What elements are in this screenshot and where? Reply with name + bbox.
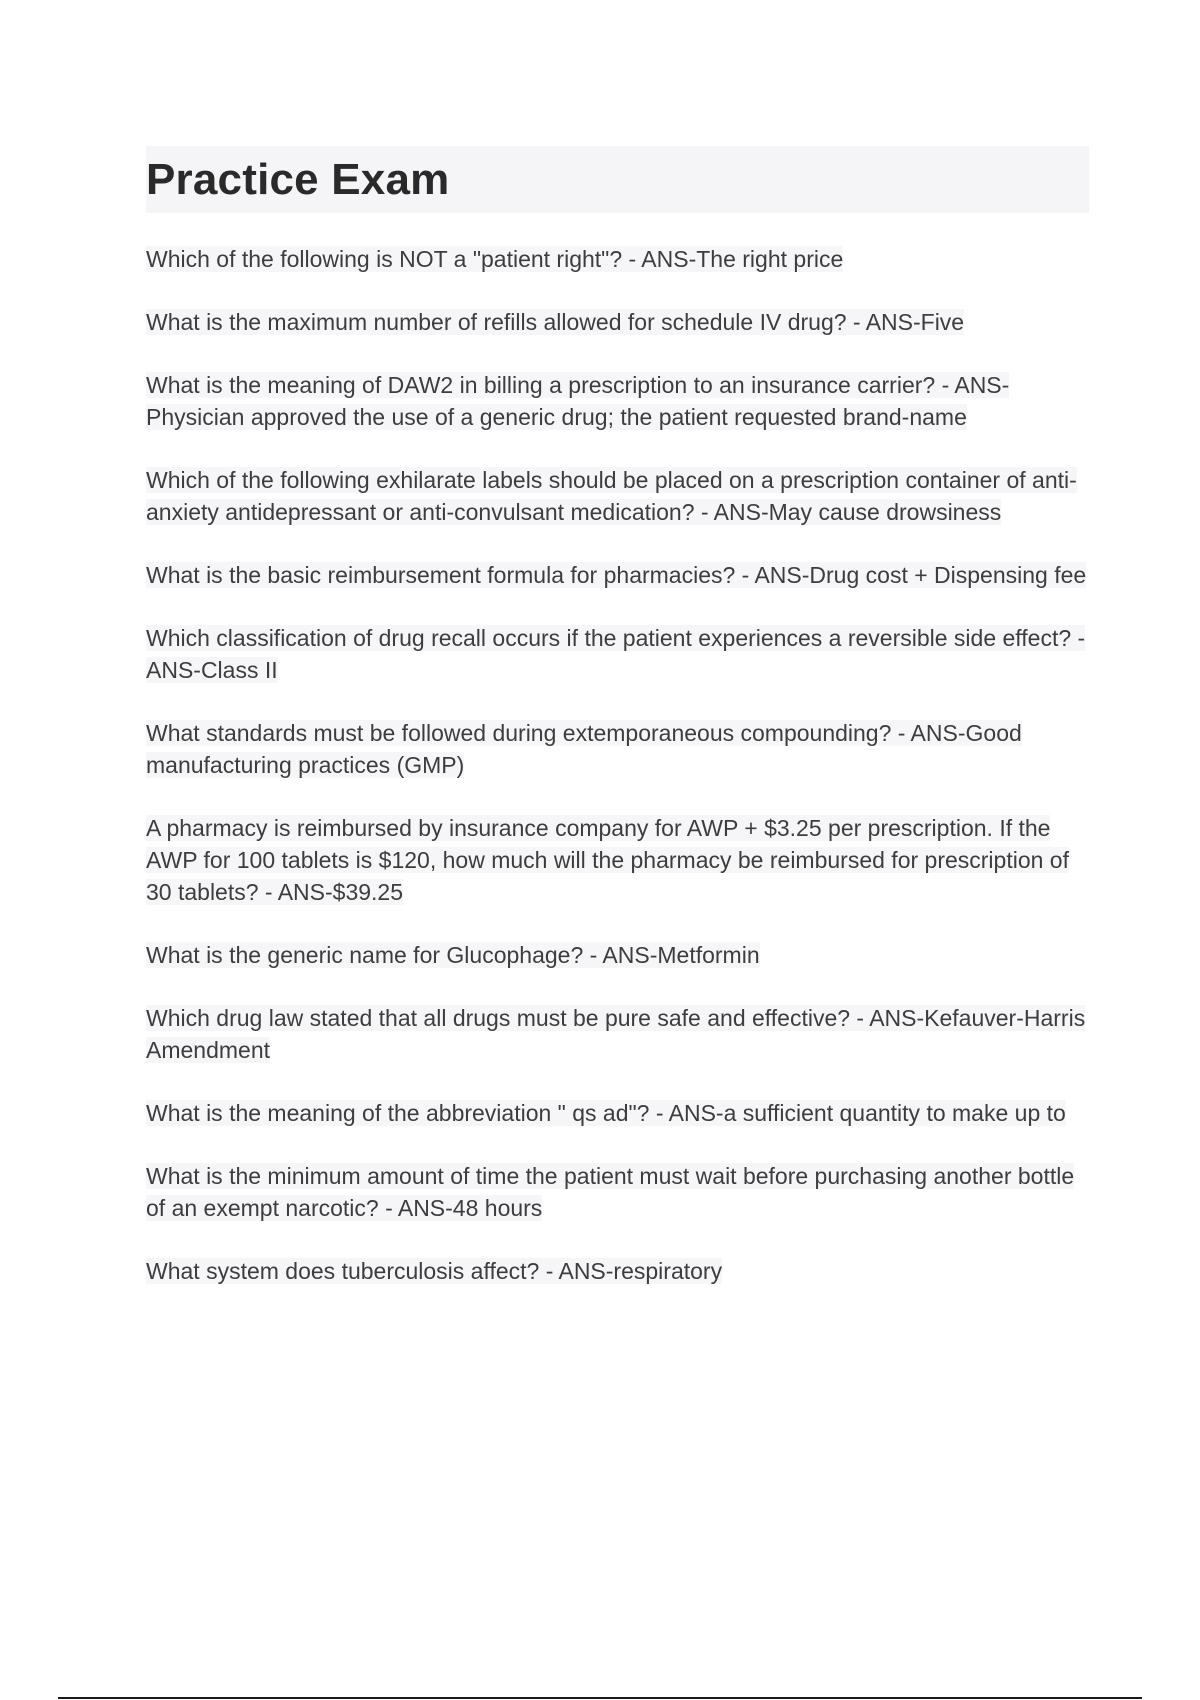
qa-item [146, 939, 1089, 971]
qa-item [146, 306, 1089, 338]
qa-item [146, 559, 1089, 591]
page-title: Practice Exam [146, 154, 450, 204]
qa-item [146, 1160, 1089, 1224]
qa-item [146, 464, 1089, 528]
qa-item [146, 622, 1089, 686]
qa-text: What system does tuberculosis affect? - ANS-respiratory [146, 1258, 723, 1284]
qa-text: Which of the following is NOT a "patient right"? - ANS-The right price [146, 246, 844, 272]
qa-item [146, 1002, 1089, 1066]
qa-text: What is the meaning of the abbreviation " qs ad"? - ANS-a sufficient quantity to make up to [146, 1100, 1066, 1126]
qa-item [146, 243, 1089, 275]
footer-divider [58, 1697, 1142, 1699]
qa-text: What is the basic reimbursement formula for pharmacies? - ANS-Drug cost + Dispensing fee [146, 562, 1087, 588]
qa-text: What is the generic name for Glucophage? - ANS-Metformin [146, 942, 760, 968]
qa-text: What is the meaning of DAW2 in billing a prescription to an insurance carrier? - ANS-Physician approved the use of a generic drug; the patient requested brand-name [146, 372, 1010, 430]
qa-text: A pharmacy is reimbursed by insurance company for AWP + $3.25 per prescription. If the AWP for 100 tablets is $120, how much will the pharmacy be reimbursed for prescription of 30 tablets? - ANS-$39.25 [146, 815, 1069, 905]
title-band [146, 146, 1089, 213]
document-page [146, 146, 1089, 1318]
qa-text: Which of the following exhilarate labels should be placed on a prescription container of anti-anxiety antidepressant or anti-convulsant medication? - ANS-May cause drowsiness [146, 467, 1077, 525]
qa-text: What is the maximum number of refills allowed for schedule IV drug? - ANS-Five [146, 309, 965, 335]
qa-item [146, 1255, 1089, 1287]
qa-item [146, 812, 1089, 908]
qa-text: What standards must be followed during extemporaneous compounding? - ANS-Good manufacturing practices (GMP) [146, 720, 1022, 778]
qa-text: What is the minimum amount of time the patient must wait before purchasing another bottle of an exempt narcotic? - ANS-48 hours [146, 1163, 1075, 1221]
qa-list [146, 243, 1089, 1287]
qa-text: Which drug law stated that all drugs must be pure safe and effective? - ANS-Kefauver-Harris Amendment [146, 1005, 1086, 1063]
qa-item [146, 369, 1089, 433]
qa-item [146, 1097, 1089, 1129]
qa-item [146, 717, 1089, 781]
qa-text: Which classification of drug recall occurs if the patient experiences a reversible side effect? - ANS-Class II [146, 625, 1086, 683]
